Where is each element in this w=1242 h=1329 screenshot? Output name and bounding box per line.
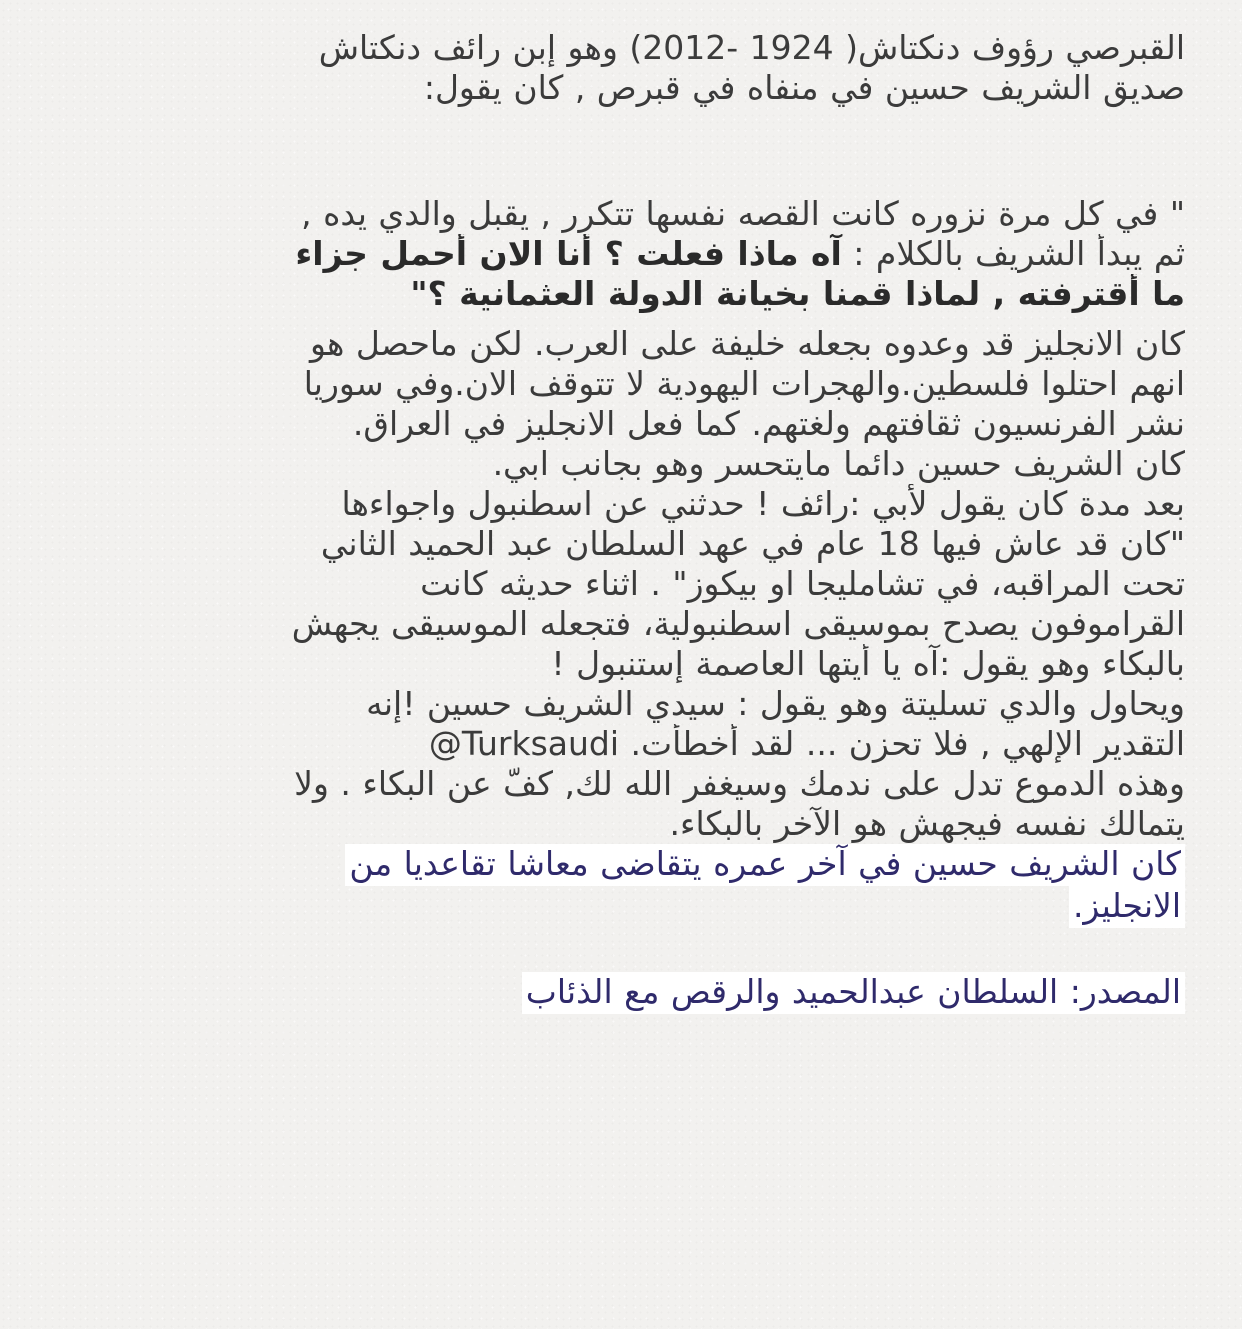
body-line-text: التقدير الإلهي , فلا تحزن ... لقد أخطأت. bbox=[619, 724, 1185, 763]
quote-paragraph bbox=[55, 194, 1185, 314]
body-line: نشر الفرنسيون ثقافتهم ولغتهم. كما فعل الانجليز في العراق. bbox=[352, 404, 1185, 443]
body-line: "كان قد عاش فيها 18 عام في عهد السلطان عبد الحميد الثاني bbox=[320, 524, 1185, 563]
intro-line-1: القبرصي رؤوف دنكتاش( 1924 -2012) وهو إبن رائف دنكتاش bbox=[318, 28, 1185, 67]
body-line-with-handle bbox=[55, 724, 1185, 764]
body-line: كان الانجليز قد وعدوه بجعله خليفة على العرب. لكن ماحصل هو bbox=[309, 324, 1185, 363]
source-citation: المصدر: السلطان عبدالحميد والرقص مع الذئاب bbox=[522, 972, 1185, 1014]
body-line: ويحاول والدي تسليتة وهو يقول : سيدي الشريف حسين !إنه bbox=[366, 684, 1185, 723]
source-paragraph bbox=[55, 972, 1185, 1014]
body-line: تحت المراقبه، في تشامليجا او بيكوز" . اثناء حديثه كانت bbox=[420, 564, 1185, 603]
highlight-line-1: كان الشريف حسين في آخر عمره يتقاضى معاشا تقاعديا من bbox=[345, 844, 1185, 886]
highlighted-paragraph bbox=[55, 844, 1185, 928]
body-line: بعد مدة كان يقول لأبي :رائف ! حدثني عن اسطنبول واجواءها bbox=[341, 484, 1185, 523]
body-line: القراموفون يصدح بموسيقى اسطنبولية، فتجعله الموسيقى يجهش bbox=[291, 604, 1185, 643]
body-paragraph bbox=[55, 324, 1185, 844]
body-line: بالبكاء وهو يقول :آه يا أيتها العاصمة إستنبول ! bbox=[551, 644, 1185, 683]
body-line: كان الشريف حسين دائما مايتحسر وهو بجانب ابي. bbox=[492, 444, 1185, 483]
body-line: انهم احتلوا فلسطين.والهجرات اليهودية لا تتوقف الان.وفي سوريا bbox=[303, 364, 1185, 403]
paragraph-gap bbox=[55, 314, 1185, 324]
intro-line-2: صديق الشريف حسين في منفاه في قبرص , كان يقول: bbox=[423, 68, 1185, 107]
quote-line-1: " في كل مرة نزوره كانت القصه نفسها تتكرر , يقبل والدي يده , bbox=[301, 194, 1185, 233]
body-line: يتمالك نفسه فيجهش هو الآخر بالبكاء. bbox=[669, 804, 1185, 843]
paragraph-gap bbox=[55, 108, 1185, 194]
highlight-line-2: الانجليز. bbox=[1069, 886, 1185, 928]
quote-line-2 bbox=[55, 234, 1185, 274]
document-page bbox=[55, 28, 1185, 1014]
body-line: وهذه الدموع تدل على ندمك وسيغفر الله لك, كفّ عن البكاء . ولا bbox=[294, 764, 1185, 803]
quote-line-2-bold: آه ماذا فعلت ؟ أنا الان أحمل جزاء bbox=[295, 234, 842, 273]
quote-line-3: ما أقترفته , لماذا قمنا بخيانة الدولة العثمانية ؟" bbox=[410, 274, 1185, 313]
paragraph-gap bbox=[55, 928, 1185, 972]
twitter-handle: @Turksaudi bbox=[428, 724, 620, 763]
intro-paragraph bbox=[55, 28, 1185, 108]
quote-line-2-normal: ثم يبدأ الشريف بالكلام : bbox=[841, 234, 1185, 273]
